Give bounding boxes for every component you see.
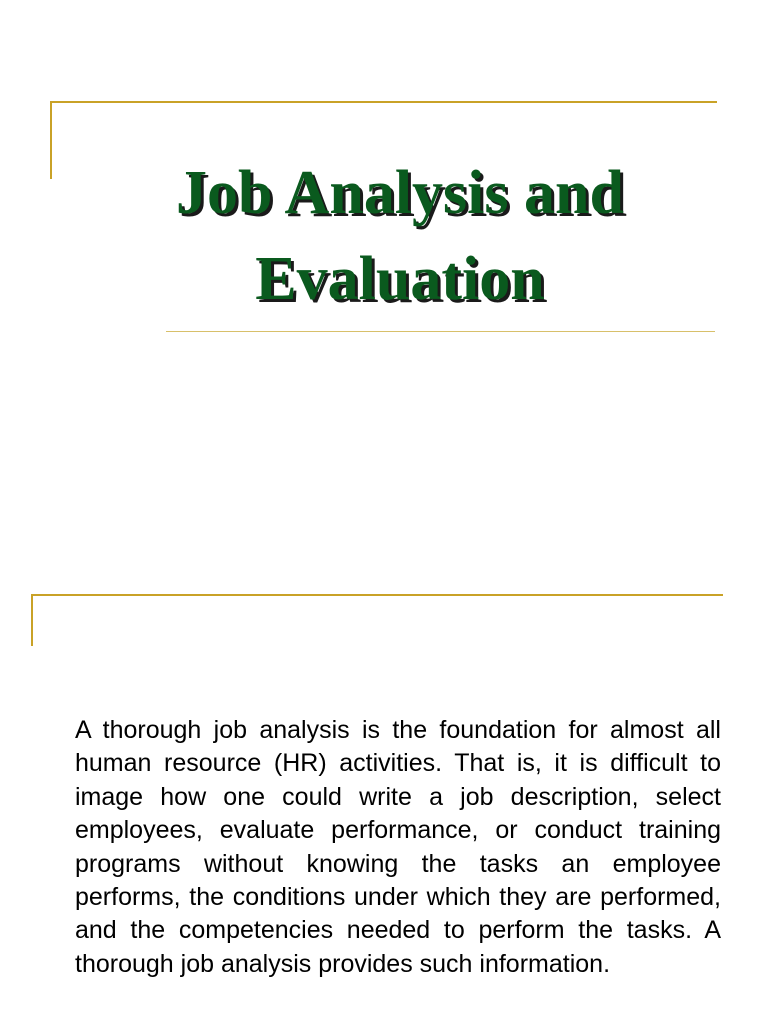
page-title [90, 150, 710, 322]
slide2-top-rule [32, 594, 723, 596]
title-line-2: Evaluation [255, 245, 545, 313]
slide2-left-rule [31, 594, 33, 646]
body-paragraph: A thorough job analysis is the foundation for almost all human resource (HR) activities. That is, it is difficult to image how one could write a job description, select employees, evaluate performance, or conduct training programs without knowing the tasks an employee performs, the conditions under which they are performed, and the competencies needed to perform the tasks. A thorough job analysis provides such information. [75, 716, 721, 978]
slide1-left-rule [50, 101, 52, 179]
slide1-top-rule [51, 101, 717, 103]
slide1-title-underline [166, 331, 715, 332]
title-line-1: Job Analysis and [176, 159, 624, 227]
